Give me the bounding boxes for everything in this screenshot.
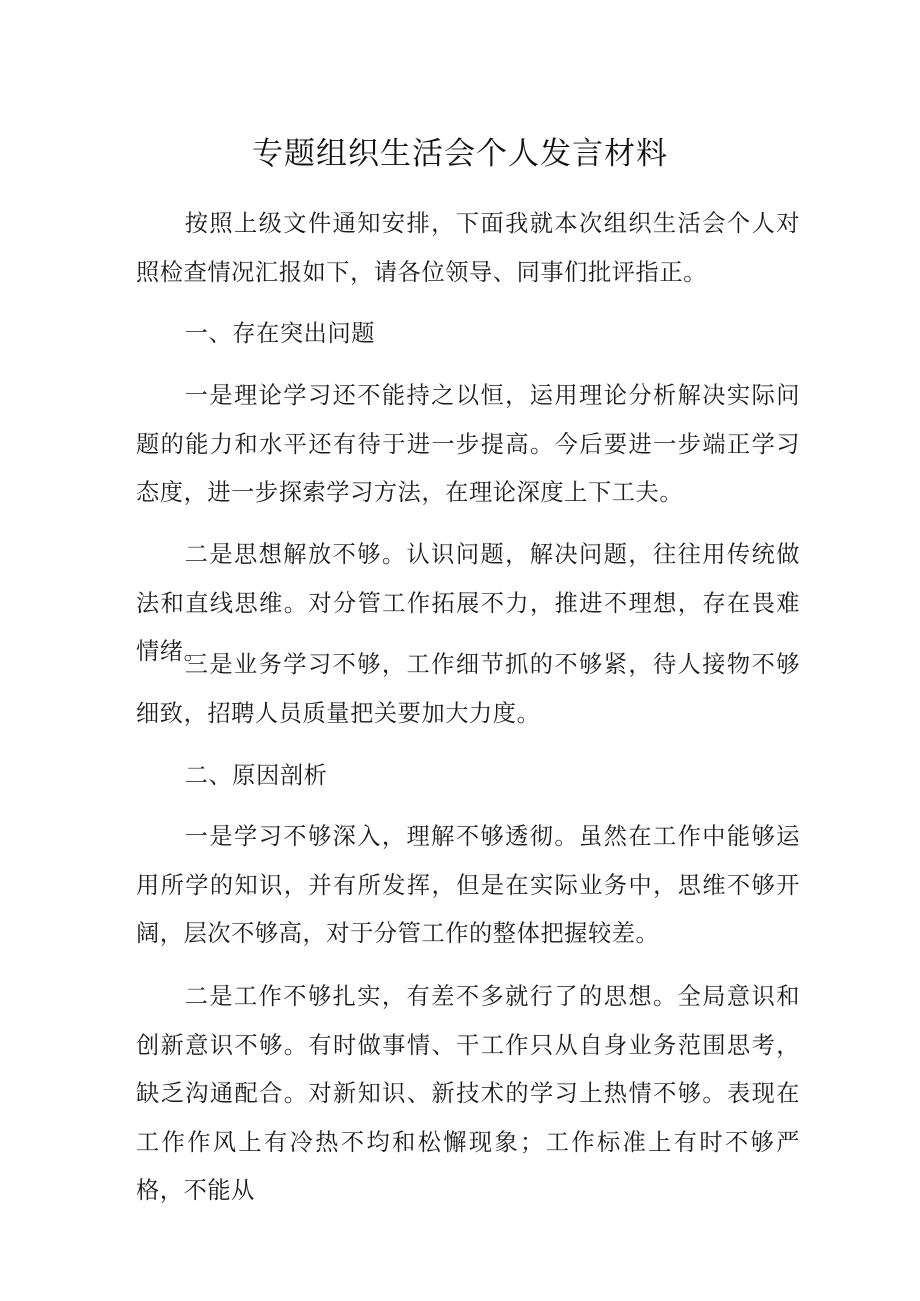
section-heading-problems: 一、存在突出问题 xyxy=(184,320,376,347)
section-heading-causes: 二、原因剖析 xyxy=(184,762,328,789)
cause-paragraph-2: 二是工作不够扎实，有差不多就行了的思想。全局意识和创新意识不够。有时做事情、干工作只从自身业务范围思考，缺乏沟通配合。对新知识、新技术的学习上热情不够。表现在工作作风上有冷热不均和松懈现象；工作标准上有时不够严格，不能从 xyxy=(136,983,800,1204)
intro-paragraph: 按照上级文件通知安排，下面我就本次组织生活会个人对照检查情况汇报如下，请各位领导、同事们批评指正。 xyxy=(136,210,800,286)
problem-paragraph-3: 三是业务学习不够，工作细节抓的不够紧，待人接物不够细致，招聘人员质量把关要加大力度。 xyxy=(136,651,800,727)
problem-paragraph-2: 二是思想解放不够。认识问题，解决问题，往往用传统做法和直线思维。对分管工作拓展不力，推进不理想，存在畏难情绪。 xyxy=(136,541,800,665)
document-title: 专题组织生活会个人发言材料 xyxy=(252,136,668,172)
cause-paragraph-1: 一是学习不够深入，理解不够透彻。虽然在工作中能够运用所学的知识，并有所发挥，但是在实际业务中，思维不够开阔，层次不够高，对于分管工作的整体把握较差。 xyxy=(136,823,800,947)
problem-paragraph-1: 一是理论学习还不能持之以恒，运用理论分析解决实际问题的能力和水平还有待于进一步提高。今后要进一步端正学习态度，进一步探索学习方法，在理论深度上下工夫。 xyxy=(136,382,800,506)
